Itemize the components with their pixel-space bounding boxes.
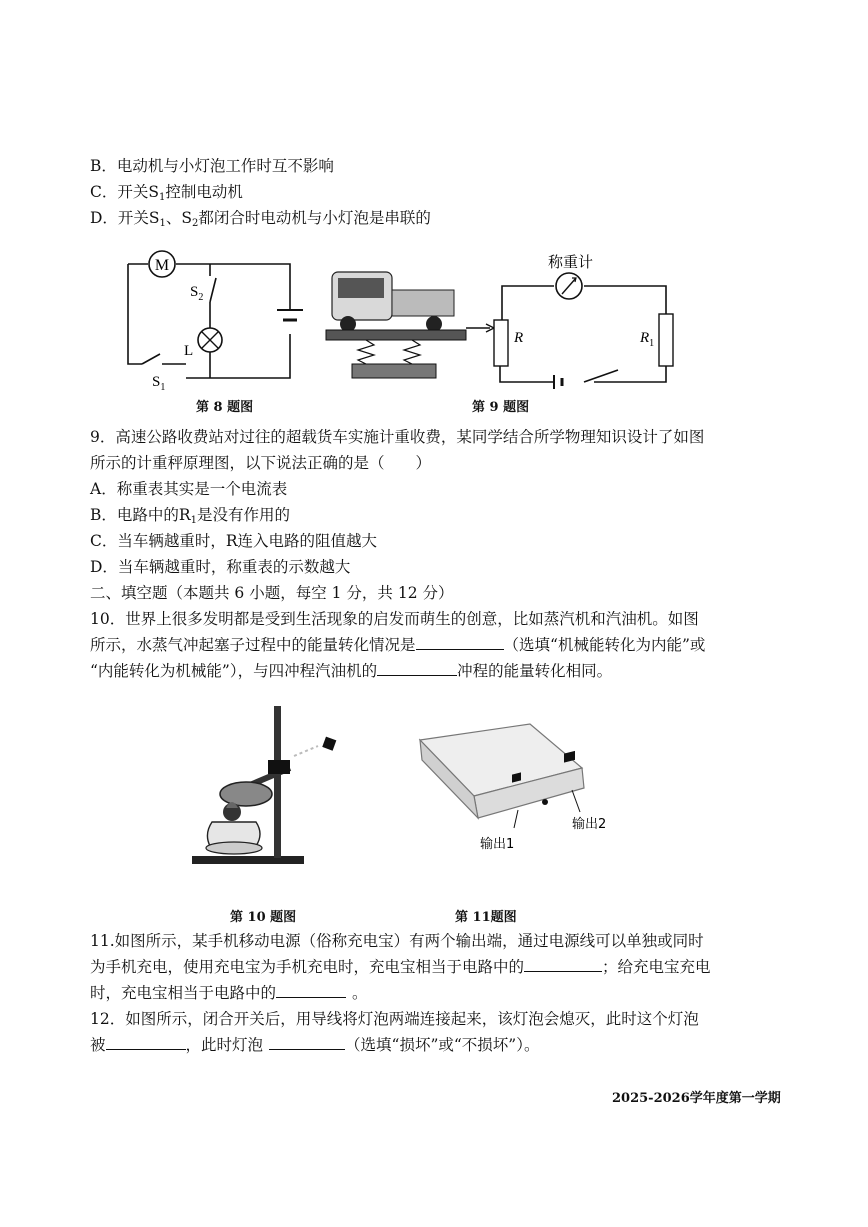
r-label: R [514, 330, 524, 346]
motor-symbol [149, 251, 175, 277]
q10-line-1: 10．世界上很多发明都是受到生活现象的启发而萌生的创意，比如蒸汽机和汽油机。如图 [90, 610, 699, 628]
q11-line-3: 时，充电宝相当于电路中的 。 [90, 984, 368, 1002]
lamp-symbol [198, 328, 222, 352]
s1-label: $S_1$ [152, 374, 166, 393]
lamp-label: L [184, 343, 194, 359]
truck-photo [332, 272, 454, 332]
figure-10-steam-photo [190, 700, 360, 870]
figure-8-caption: 第 8 题图 [196, 400, 254, 415]
q9-stem-line-2: 所示的计重秤原理图，以下说法正确的是（ ） [90, 454, 432, 472]
q11-blank-1[interactable] [524, 956, 602, 972]
q8-option-b: B．电动机与小灯泡工作时互不影响 [90, 157, 334, 175]
q8-option-c: C．开关$S_1$控制电动机 [90, 183, 243, 203]
meter-label: 称重计 [548, 255, 594, 271]
figure-10-caption: 第 10 题图 [230, 910, 297, 925]
q12-blank-1[interactable] [106, 1034, 186, 1050]
q9-stem-line-1: 9．高速公路收费站对过往的超载货车实施计重收费，某同学结合所学物理知识设计了如图 [90, 428, 705, 446]
svg-text:M: M [154, 257, 170, 274]
q10-line-3: “内能转化为机械能”），与四冲程汽油机的 冲程的能量转化相同。 [90, 662, 613, 680]
q12-line-2: 被 ，此时灯泡 （选填“损坏”或“不损坏”）。 [90, 1036, 540, 1054]
figure-9-caption: 第 9 题图 [472, 400, 530, 415]
figure-11-caption: 第 11题图 [455, 910, 517, 925]
q10-line-2: 所示，水蒸气冲起塞子过程中的能量转化情况是 （选填“机械能转化为内能”或 [90, 636, 706, 654]
q10-blank-2[interactable] [377, 660, 457, 676]
page-footer: 2025-2026学年度第一学期 [612, 1091, 781, 1106]
q9-option-c: C．当车辆越重时，R连入电路的阻值越大 [90, 532, 378, 550]
q11-line-2: 为手机充电，使用充电宝为手机充电时，充电宝相当于电路中的 ；给充电宝充电 [90, 958, 711, 976]
s2-label: $S_2$ [190, 284, 204, 303]
r1-label: $R_1$ [640, 330, 655, 349]
q11-line-1: 11.如图所示，某手机移动电源（俗称充电宝）有两个输出端，通过电源线可以单独或同时 [90, 932, 704, 950]
q10-blank-1[interactable] [416, 634, 504, 650]
q11-blank-2[interactable] [276, 982, 346, 998]
weighing-meter [556, 273, 582, 299]
q9-option-d: D．当车辆越重时，称重表的示数越大 [90, 558, 351, 576]
figure-9-scale [322, 250, 682, 390]
output-1-label: 输出1 [480, 837, 515, 850]
q12-line-1: 12．如图所示，闭合开关后，用导线将灯泡两端连接起来，该灯泡会熄灭，此时这个灯泡 [90, 1010, 699, 1028]
section-2-heading: 二、填空题（本题共 6 小题，每空 1 分，共 12 分） [90, 584, 454, 602]
q12-blank-2[interactable] [269, 1034, 345, 1050]
q9-option-a: A．称重表其实是一个电流表 [90, 480, 288, 498]
figure-8-circuit [120, 250, 310, 395]
output-2-label: 输出2 [572, 817, 607, 832]
q8-option-d: D．开关$S_1$、$S_2$都闭合时电动机与小灯泡是串联的 [90, 209, 431, 229]
q9-option-b: B．电路中的$R_1$是没有作用的 [90, 506, 290, 526]
figure-11-powerbank-photo [410, 720, 620, 850]
